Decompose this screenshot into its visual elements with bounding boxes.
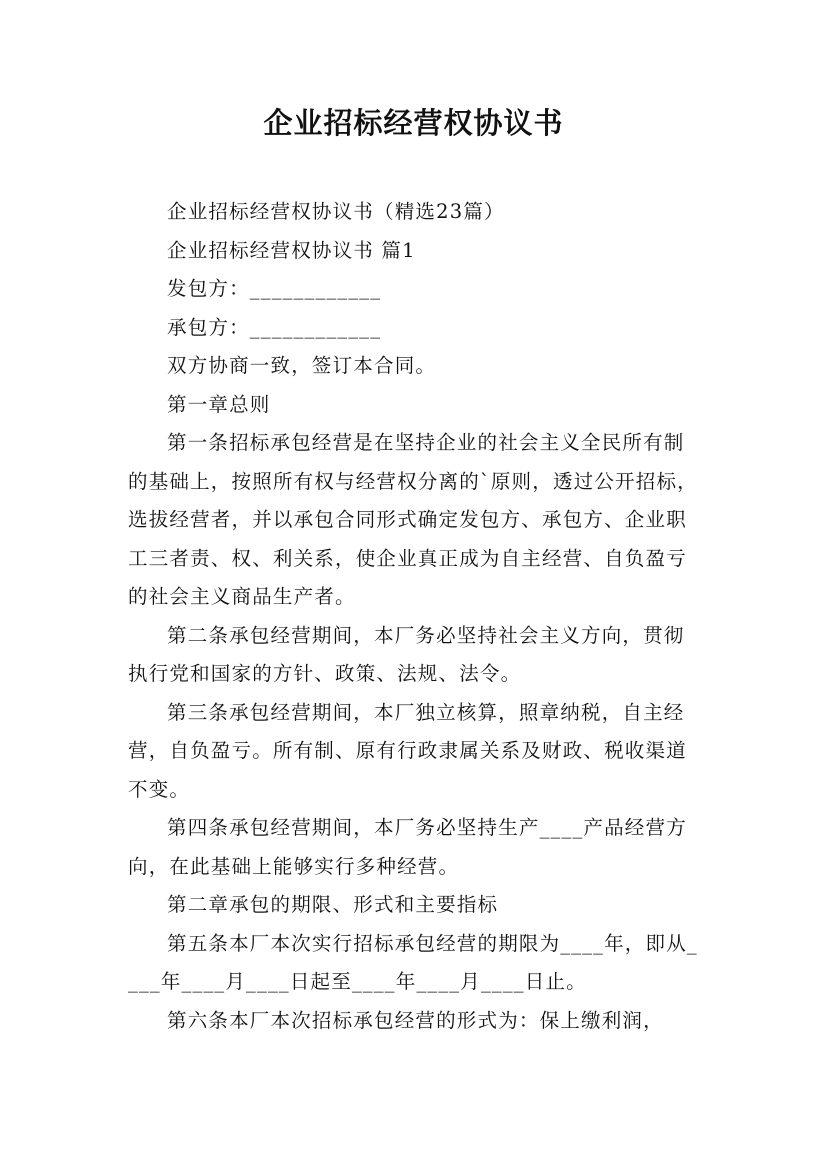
paragraph-article-2: 第二条承包经营期间，本厂务必坚持社会主义方向，贯彻执行党和国家的方针、政策、法规、法令。	[128, 623, 685, 685]
paragraph-party-b: 承包方：____________	[167, 315, 382, 339]
document-body	[128, 193, 703, 1040]
paragraph-section-heading: 企业招标经营权协议书 篇1	[167, 238, 416, 262]
paragraph-article-6: 第六条本厂本次招标承包经营的形式为：保上缴利润，	[167, 1008, 664, 1032]
paragraph-agreement: 双方协商一致，签订本合同。	[167, 354, 437, 377]
paragraph-article-1: 第一条招标承包经营是在坚持企业的社会主义全民所有制的基础上，按照所有权与经营权分离的`原则，透过公开招标，选拔经营者，并以承包合同形式确定发包方、承包方、企业职工三者责、权、利关系，使企业真正成为自主经营、自负盈亏的社会主义商品生产者。	[128, 431, 698, 608]
paragraph-chapter-1: 第一章总则	[167, 392, 271, 416]
paragraph-collection-title: 企业招标经营权协议书（精选23篇）	[167, 200, 505, 223]
paragraph-article-3: 第三条承包经营期间，本厂独立核算，照章纳税，自主经营，自负盈亏。所有制、原有行政隶属关系及财政、税收渠道不变。	[128, 700, 687, 801]
paragraph-article-4: 第四条承包经营期间，本厂务必坚持生产____产品经营方向，在此基础上能够实行多种经营。	[128, 816, 687, 878]
paragraph-article-5: 第五条本厂本次实行招标承包经营的期限为____年，即从____年____月____日起至____年____月____日止。	[128, 931, 698, 993]
paragraph-party-a: 发包方：____________	[167, 277, 382, 300]
paragraph-chapter-2: 第二章承包的期限、形式和主要指标	[167, 893, 499, 916]
document-title: 企业招标经营权协议书	[263, 106, 564, 140]
